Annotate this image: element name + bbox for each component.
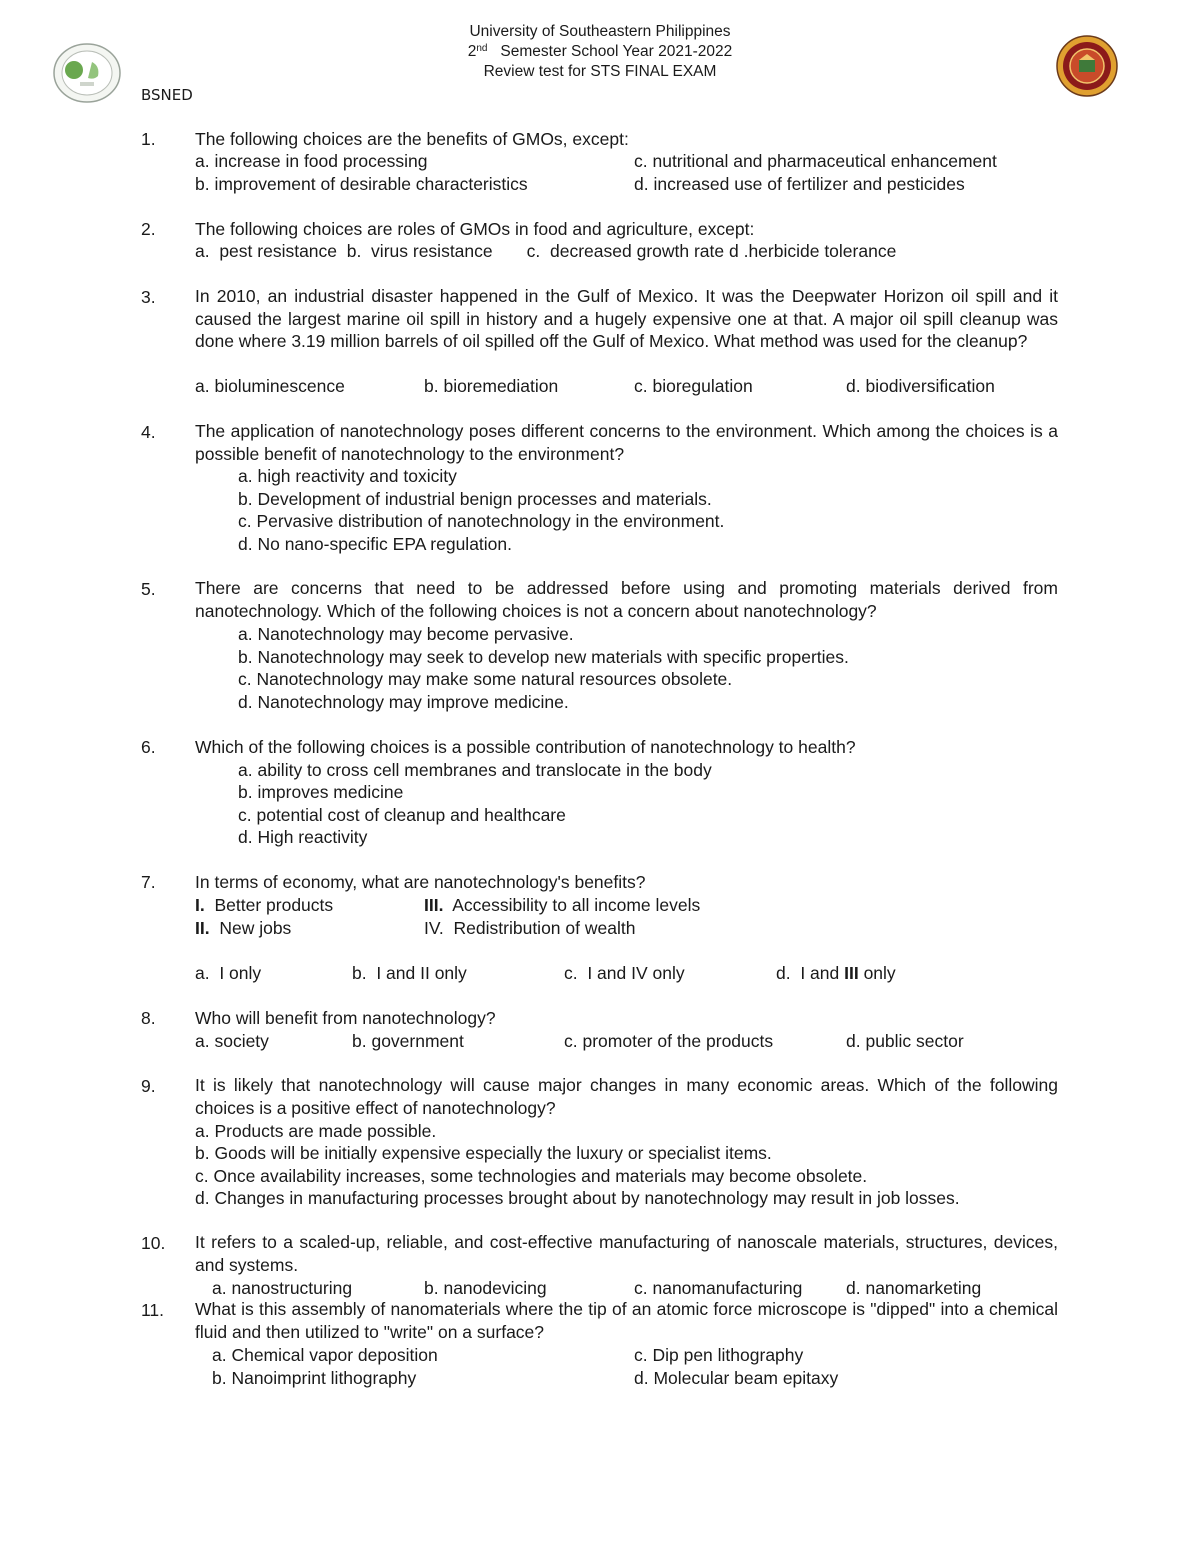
roman-item xyxy=(424,894,700,916)
option-b: b. improvement of desirable characteristics xyxy=(195,174,528,194)
university-name: University of Southeastern Philippines xyxy=(469,23,731,40)
exam-subtitle: Review test for STS FINAL EXAM xyxy=(483,63,717,80)
option-d: d. High reactivity xyxy=(238,827,368,847)
semester-text: Semester School Year 2021-2022 xyxy=(500,43,733,60)
option-a: a. nanostructuring xyxy=(212,1278,353,1298)
option-a: a. society xyxy=(195,1031,269,1051)
option-d: d. public sector xyxy=(846,1031,964,1051)
options-line: a. pest resistance b. virus resistance c. decreased growth rate d .herbicide tolerance xyxy=(195,241,897,261)
roman-text: Accessibility to all income levels xyxy=(452,895,701,915)
option-c: c. Dip pen lithography xyxy=(634,1345,804,1365)
option-b: b. Nanotechnology may seek to develop new materials with specific properties. xyxy=(238,647,849,667)
question-number: 3. xyxy=(141,287,156,307)
question-number: 5. xyxy=(141,579,156,599)
option-c: c. Once availability increases, some technologies and materials may become obsolete. xyxy=(195,1166,868,1186)
question-text: The following choices are roles of GMOs in food and agriculture, except: xyxy=(195,219,755,239)
question-number: 7. xyxy=(141,872,156,892)
option-b: b. Nanoimprint lithography xyxy=(212,1368,417,1388)
question-number: 6. xyxy=(141,737,156,757)
option-b: b. Goods will be initially expensive especially the luxury or specialist items. xyxy=(195,1143,772,1163)
option-d: d. biodiversification xyxy=(846,376,995,396)
question-text: There are concerns that need to be addressed before using and promoting materials derived from nanotechnology. Which of the following choices is not a concern about nanotechnology? xyxy=(195,578,1058,621)
option-b: b. Development of industrial benign processes and materials. xyxy=(238,489,712,509)
question-text: The application of nanotechnology poses different concerns to the environment. Which among the choices is a possible benefit of nanotechnology to the environment? xyxy=(195,421,1058,464)
option-c: c. I and IV only xyxy=(564,963,685,983)
option-c: c. Pervasive distribution of nanotechnology in the environment. xyxy=(238,511,725,531)
option-d-suffix: only xyxy=(858,963,896,983)
option-c: c. potential cost of cleanup and healthcare xyxy=(238,805,566,825)
option-b: b. government xyxy=(352,1031,464,1051)
question-number: 1. xyxy=(141,129,156,149)
option-b: b. I and II only xyxy=(352,963,467,983)
option-d xyxy=(776,962,896,984)
question-number: 8. xyxy=(141,1008,156,1028)
option-c: c. Nanotechnology may make some natural resources obsolete. xyxy=(238,669,733,689)
question-text: The following choices are the benefits of GMOs, except: xyxy=(195,129,629,149)
option-d: d. No nano-specific EPA regulation. xyxy=(238,534,513,554)
option-d: d. Changes in manufacturing processes brought about by nanotechnology may result in job losses. xyxy=(195,1188,960,1208)
roman-item xyxy=(195,894,333,916)
roman-text: Redistribution of wealth xyxy=(453,918,636,938)
question-text: What is this assembly of nanomaterials where the tip of an atomic force microscope is "dipped" into a chemical fluid and then utilized to "write" on a surface? xyxy=(195,1299,1058,1342)
option-a: a. ability to cross cell membranes and translocate in the body xyxy=(238,760,712,780)
option-c: c. bioregulation xyxy=(634,376,753,396)
option-a: a. Chemical vapor deposition xyxy=(212,1345,438,1365)
option-d: d. nanomarketing xyxy=(846,1278,982,1298)
semester-number: 2 xyxy=(467,43,477,60)
option-a: a. bioluminescence xyxy=(195,376,345,396)
option-d: d. increased use of fertilizer and pesticides xyxy=(634,174,965,194)
roman-numeral: III. xyxy=(424,895,444,915)
option-b: b. improves medicine xyxy=(238,782,404,802)
question-text: It refers to a scaled-up, reliable, and cost-effective manufacturing of nanoscale materials, structures, devices, and systems. xyxy=(195,1232,1058,1275)
question-number: 9. xyxy=(141,1076,156,1096)
option-c: c. nutritional and pharmaceutical enhancement xyxy=(634,151,997,171)
question-number: 11. xyxy=(141,1300,165,1320)
question-text: It is likely that nanotechnology will cause major changes in many economic areas. Which of the following choices is a positive effect of nanotechnology? xyxy=(195,1075,1058,1118)
option-a: a. Products are made possible. xyxy=(195,1121,437,1141)
option-c: c. nanomanufacturing xyxy=(634,1278,803,1298)
question-number: 2. xyxy=(141,219,156,239)
option-c: c. promoter of the products xyxy=(564,1031,774,1051)
option-b: b. bioremediation xyxy=(424,376,559,396)
option-a: a. increase in food processing xyxy=(195,151,428,171)
question-number: 10. xyxy=(141,1233,166,1253)
roman-numeral: II. xyxy=(195,918,210,938)
semester-line xyxy=(0,42,1200,62)
roman-numeral: I. xyxy=(195,895,205,915)
option-a: a. high reactivity and toxicity xyxy=(238,466,457,486)
option-b: b. nanodevicing xyxy=(424,1278,547,1298)
option-d: d. Nanotechnology may improve medicine. xyxy=(238,692,569,712)
option-d: d. Molecular beam epitaxy xyxy=(634,1368,839,1388)
option-a: a. Nanotechnology may become pervasive. xyxy=(238,624,574,644)
question-text: In terms of economy, what are nanotechnology's benefits? xyxy=(195,872,646,892)
question-text: Who will benefit from nanotechnology? xyxy=(195,1008,496,1028)
roman-text: Better products xyxy=(214,895,334,915)
question-text: Which of the following choices is a possible contribution of nanotechnology to health? xyxy=(195,737,856,757)
roman-text: New jobs xyxy=(219,918,292,938)
roman-numeral: IV. xyxy=(424,918,444,938)
roman-item xyxy=(195,917,291,939)
semester-superscript: nd xyxy=(476,43,488,54)
option-d-prefix: d. I and xyxy=(776,963,845,983)
question-number: 4. xyxy=(141,422,156,442)
roman-item xyxy=(424,917,635,939)
question-text: In 2010, an industrial disaster happened in the Gulf of Mexico. It was the Deepwater Horizon oil spill and it caused the largest marine oil spill in history and a hugely expensive one at that. A major oil spill cleanup was done where 3.19 million barrels of oil spilled off the Gulf of Mexico. What method was used for the cleanup? xyxy=(195,286,1058,351)
program-label: BSNED xyxy=(141,86,193,104)
option-a: a. I only xyxy=(195,963,262,983)
option-d-bold: III xyxy=(844,963,859,983)
